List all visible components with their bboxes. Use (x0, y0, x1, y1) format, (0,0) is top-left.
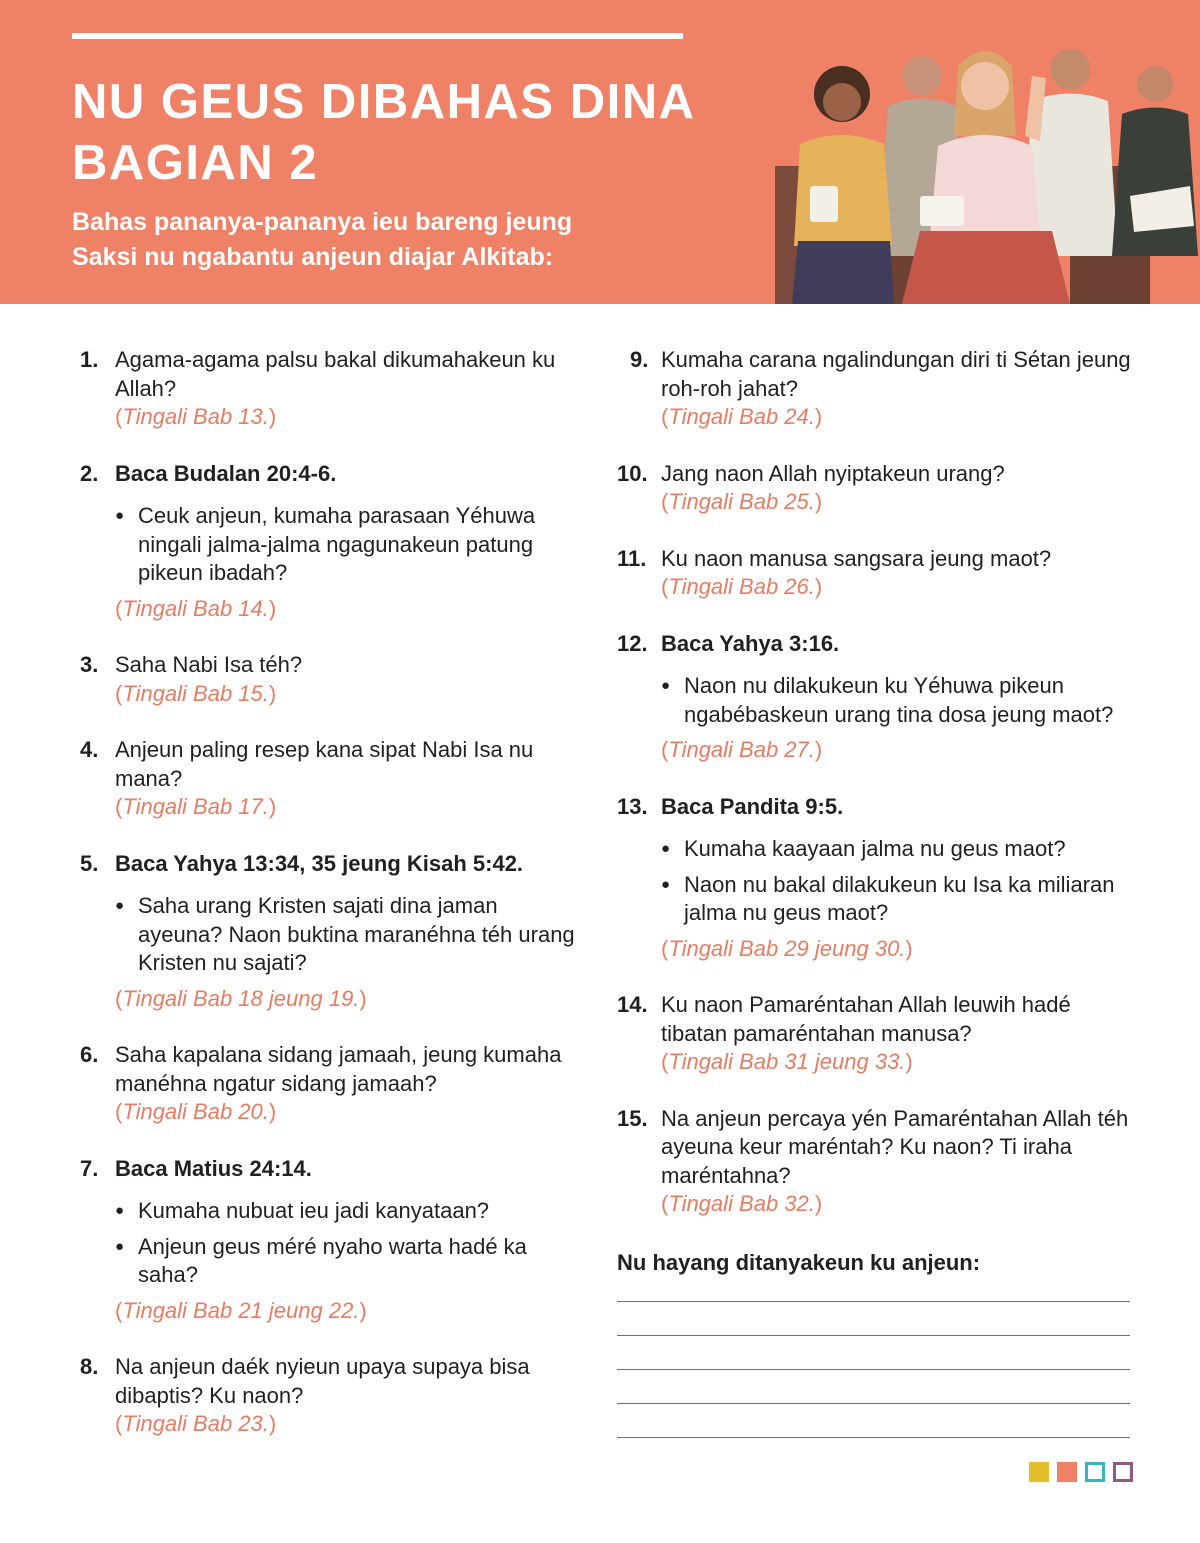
chapter-reference: (Tingali Bab 17.) (115, 794, 277, 819)
question-number: 4. (80, 737, 99, 762)
question-text: Ku naon Pamaréntahan Allah leuwih hadé tibatan pamaréntahan manusa? (661, 992, 1071, 1046)
square-outline-purple (1113, 1462, 1133, 1482)
chapter-reference: (Tingali Bab 18 jeung 19.) (115, 985, 367, 1011)
question-text: Baca Yahya 3:16. (661, 630, 840, 656)
square-filled-yellow (1029, 1462, 1049, 1482)
sub-question: ● Naon nu bakal dilakukeun ku Isa ka miliaran jalma nu geus maot? (661, 871, 1137, 928)
question-item (617, 460, 1137, 517)
questions-left-column (80, 346, 580, 1439)
page-title (72, 72, 695, 194)
question-number: 15. (617, 1105, 648, 1131)
question-item (80, 736, 580, 822)
question-text: Na anjeun percaya yén Pamaréntahan Allah téh ayeuna keur maréntah? Ku naon? Ti iraha maréntahna? (661, 1105, 1129, 1188)
sub-question: ● Kumaha kaayaan jalma nu geus maot? (661, 835, 1137, 864)
chapter-reference: (Tingali Bab 20.) (115, 1099, 277, 1124)
write-in-line[interactable] (617, 1335, 1130, 1336)
chapter-reference: (Tingali Bab 29 jeung 30.) (661, 935, 913, 961)
write-in-line[interactable] (617, 1403, 1130, 1404)
question-number: 7. (80, 1155, 99, 1181)
question-item (80, 1155, 580, 1326)
question-text: Saha kapalana sidang jamaah, jeung kumaha manéhna ngatur sidang jamaah? (115, 1042, 562, 1096)
question-number: 13. (617, 793, 648, 819)
subtitle-line: Saksi nu ngabantu anjeun diajar Alkitab: (72, 243, 554, 271)
chapter-reference: (Tingali Bab 32.) (661, 1191, 823, 1216)
question-number: 6. (80, 1042, 99, 1067)
question-item (617, 793, 1137, 964)
question-number: 14. (617, 992, 648, 1017)
write-in-line[interactable] (617, 1301, 1130, 1302)
question-item (80, 1041, 580, 1127)
square-outline-teal (1085, 1462, 1105, 1482)
chapter-reference: (Tingali Bab 31 jeung 33.) (661, 1049, 913, 1074)
question-text: Baca Yahya 13:34, 35 jeung Kisah 5:42. (115, 850, 524, 876)
subtitle-line: Bahas pananya-pananya ieu bareng jeung (72, 208, 573, 236)
chapter-reference: (Tingali Bab 14.) (115, 595, 277, 621)
sub-question-list (115, 1197, 580, 1290)
write-in-line[interactable] (617, 1437, 1130, 1438)
question-text: Baca Matius 24:14. (115, 1155, 312, 1181)
question-number: 1. (80, 347, 99, 372)
header-rule (72, 33, 683, 39)
question-text: Agama-agama palsu bakal dikumahakeun ku Allah? (115, 347, 556, 401)
chapter-reference: (Tingali Bab 23.) (115, 1411, 277, 1436)
page-subtitle (72, 205, 632, 275)
write-in-line[interactable] (617, 1369, 1130, 1370)
question-text: Jang naon Allah nyiptakeun urang? (661, 460, 1005, 486)
question-number: 12. (617, 630, 648, 656)
chapter-reference: (Tingali Bab 15.) (115, 680, 277, 706)
sub-question: ● Ceuk anjeun, kumaha parasaan Yéhuwa ningali jalma-jalma ngagunakeun patung pikeun ibadah? (115, 502, 580, 588)
question-text: Baca Pandita 9:5. (661, 793, 844, 819)
question-item (617, 1105, 1137, 1219)
question-number: 3. (80, 652, 99, 677)
people-seated-with-bibles-illustration (770, 36, 1200, 304)
question-item (80, 1353, 580, 1439)
question-text: Ku naon manusa sangsara jeung maot? (661, 545, 1052, 571)
square-filled-coral (1057, 1462, 1077, 1482)
sub-question-list (661, 835, 1137, 928)
title-line: BAGIAN 2 (72, 136, 319, 190)
question-number: 9. (630, 347, 649, 372)
notes-heading: Nu hayang ditanyakeun ku anjeun: (617, 1249, 981, 1275)
question-number: 11. (617, 545, 647, 571)
question-number: 8. (80, 1354, 99, 1379)
sub-question-list (115, 502, 580, 588)
page-header (0, 0, 1200, 304)
sub-question: ● Saha urang Kristen sajati dina jaman ayeuna? Naon buktina maranéhna téh urang Kristen nu sajati? (115, 892, 580, 978)
question-text: Saha Nabi Isa téh? (115, 652, 303, 677)
question-number: 10. (617, 460, 648, 486)
question-item (617, 545, 1137, 602)
sub-question: ● Naon nu dilakukeun ku Yéhuwa pikeun ngabébaskeun urang tina dosa jeung maot? (661, 672, 1137, 729)
sub-question: ● Kumaha nubuat ieu jadi kanyataan? (115, 1197, 580, 1226)
chapter-reference: (Tingali Bab 25.) (661, 489, 823, 514)
question-text: Kumaha carana ngalindungan diri ti Sétan jeung roh-roh jahat? (661, 347, 1131, 401)
chapter-reference: (Tingali Bab 21 jeung 22.) (115, 1297, 367, 1323)
sub-question-list (661, 672, 1137, 729)
title-line: NU GEUS DIBAHAS DINA (72, 75, 696, 129)
sub-question: ● Anjeun geus méré nyaho warta hadé ka saha? (115, 1233, 580, 1290)
questions-right-column (617, 346, 1137, 1438)
question-number: 2. (80, 460, 99, 486)
chapter-reference: (Tingali Bab 24.) (661, 404, 823, 429)
question-item (617, 630, 1137, 765)
sub-question-list (115, 892, 580, 978)
chapter-reference: (Tingali Bab 13.) (115, 404, 277, 429)
question-item (80, 460, 580, 624)
question-item (80, 850, 580, 1014)
notes-lines (617, 1301, 1137, 1438)
question-item (80, 346, 580, 432)
question-text: Anjeun paling resep kana sipat Nabi Isa nu mana? (115, 737, 534, 791)
question-item (617, 991, 1137, 1077)
question-item (617, 346, 1137, 432)
chapter-reference: (Tingali Bab 27.) (661, 737, 823, 762)
question-item (80, 651, 580, 708)
chapter-reference: (Tingali Bab 26.) (661, 574, 823, 599)
question-number: 5. (80, 850, 99, 876)
question-text: Na anjeun daék nyieun upaya supaya bisa dibaptis? Ku naon? (115, 1354, 530, 1408)
question-text: Baca Budalan 20:4-6. (115, 460, 337, 486)
